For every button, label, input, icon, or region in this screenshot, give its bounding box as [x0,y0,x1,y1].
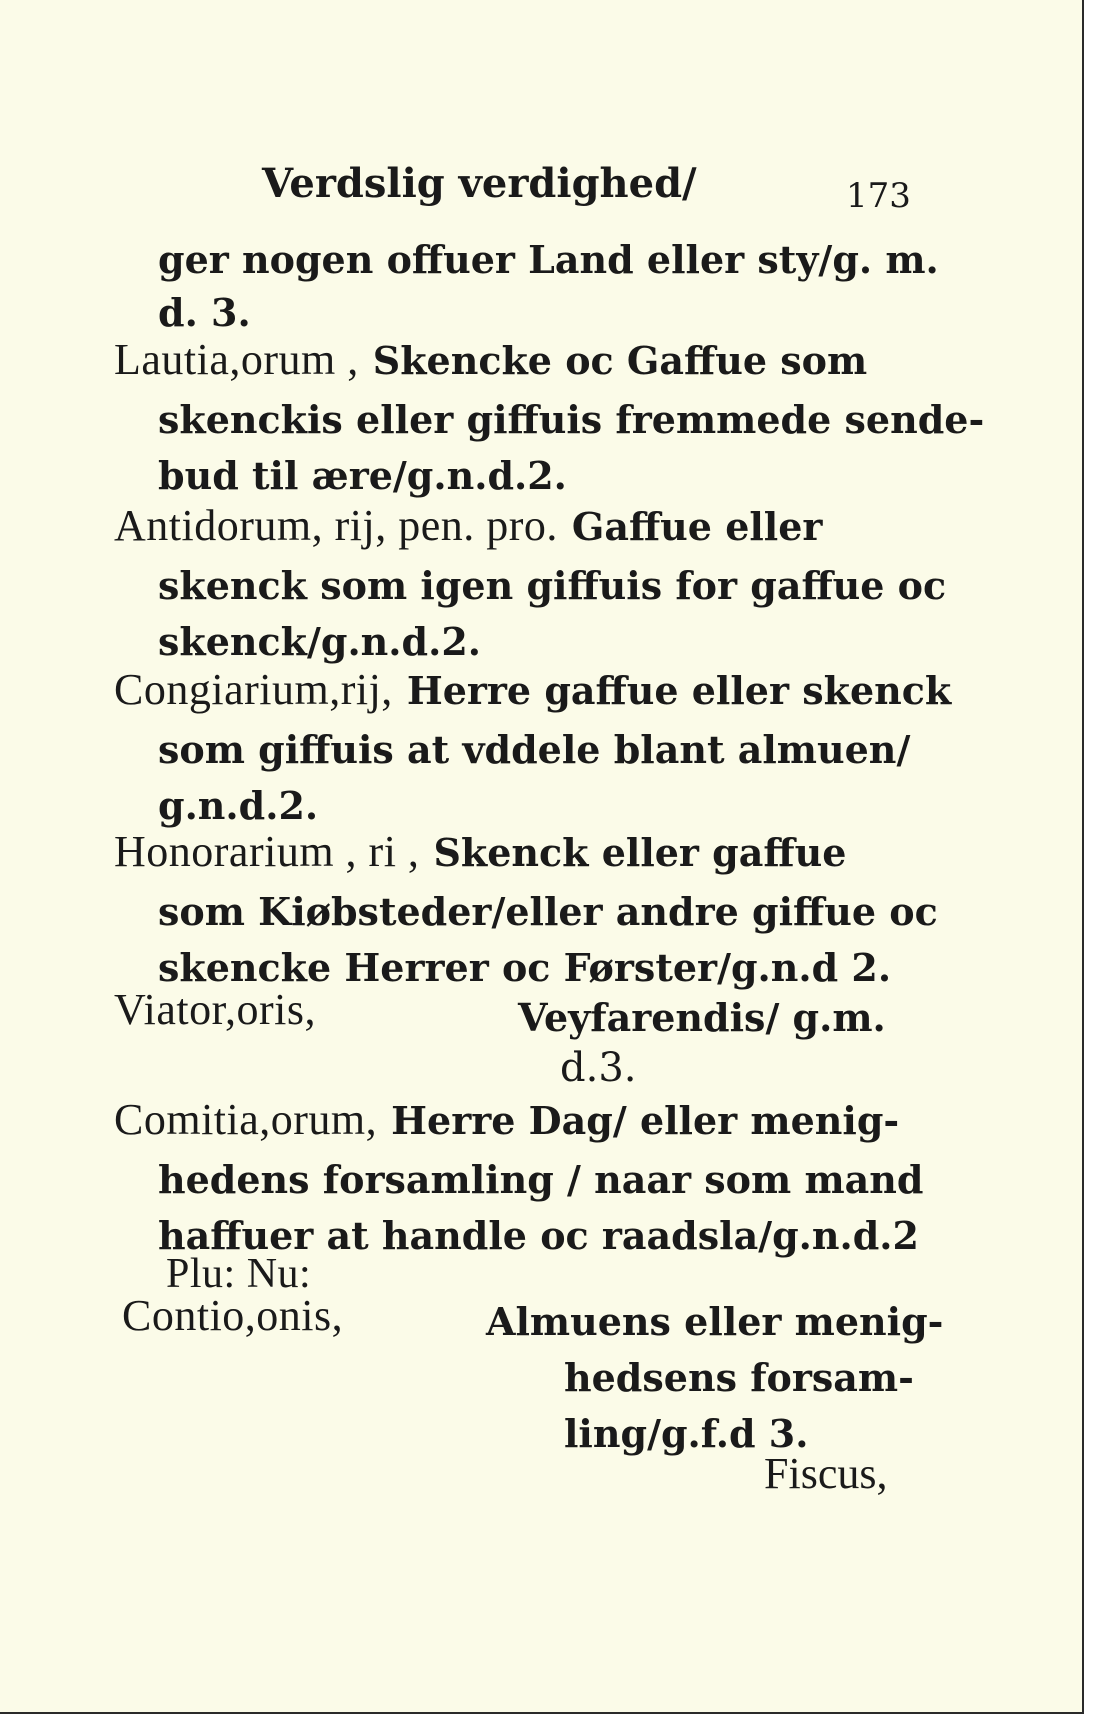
catchword: Fiscus, [764,1449,888,1498]
entry-term: Viator,oris, [114,985,317,1034]
entry-line: skenck som igen giffuis for gaffue oc [158,563,947,608]
entry-honorarium [114,822,846,883]
entry-gloss: Gaffue eller [571,504,823,549]
entry-term: Comitia,orum, [114,1095,378,1144]
entry-gloss: Skencke oc Gaffue som [372,338,868,383]
entry-line: Plu: Nu: [166,1251,312,1297]
entry-line: skenckis eller giffuis fremmede sende- [158,397,985,442]
entry-lautia [114,330,867,391]
entry-line: ling/g.f.d 3. [564,1411,809,1456]
entry-line: bud til ære/g.n.d.2. [158,453,567,498]
entry-term: Antidorum, rij, pen. pro. [114,501,558,550]
entry-term: Lautia,orum , [114,335,359,384]
entry-line: d.3. [560,1045,637,1091]
entry-congiarium [114,660,951,721]
entry-antidorum [114,496,822,557]
entry-line: g.n.d.2. [158,783,319,828]
entry-gloss: Herre Dag/ eller menig- [391,1098,900,1143]
entry-line: haffuer at handle oc raadsla/g.n.d.2 [158,1213,919,1258]
entry-line: som Kiøbsteder/eller andre giffue oc [158,889,938,934]
entry-gloss: Skenck eller gaffue [433,830,847,875]
entry-term: Congiarium,rij, [114,665,393,714]
entry-line: d. 3. [158,290,251,335]
entry-line: hedsens forsam- [564,1355,914,1400]
entry-line: hedens forsamling / naar som mand [158,1157,924,1202]
entry-line: skenck/g.n.d.2. [158,619,481,664]
running-head: Verdslig verdighed/ [262,160,697,207]
entry-line: skencke Herrer oc Førster/g.n.d 2. [158,945,892,990]
entry-term: Contio,onis, [122,1291,344,1340]
entry-line: Almuens eller menig- [486,1299,944,1344]
entry-comitia [114,1090,899,1151]
entry-line: ger nogen offuer Land eller sty/g. m. [158,237,939,282]
entry-term: Honorarium , ri , [114,827,420,876]
page-number: 173 [846,176,911,216]
entry-gloss: Herre gaffue eller skenck [406,668,952,713]
entry-line: som giffuis at vddele blant almuen/ [158,727,911,772]
entry-line: Veyfarendis/ g.m. [518,995,886,1040]
